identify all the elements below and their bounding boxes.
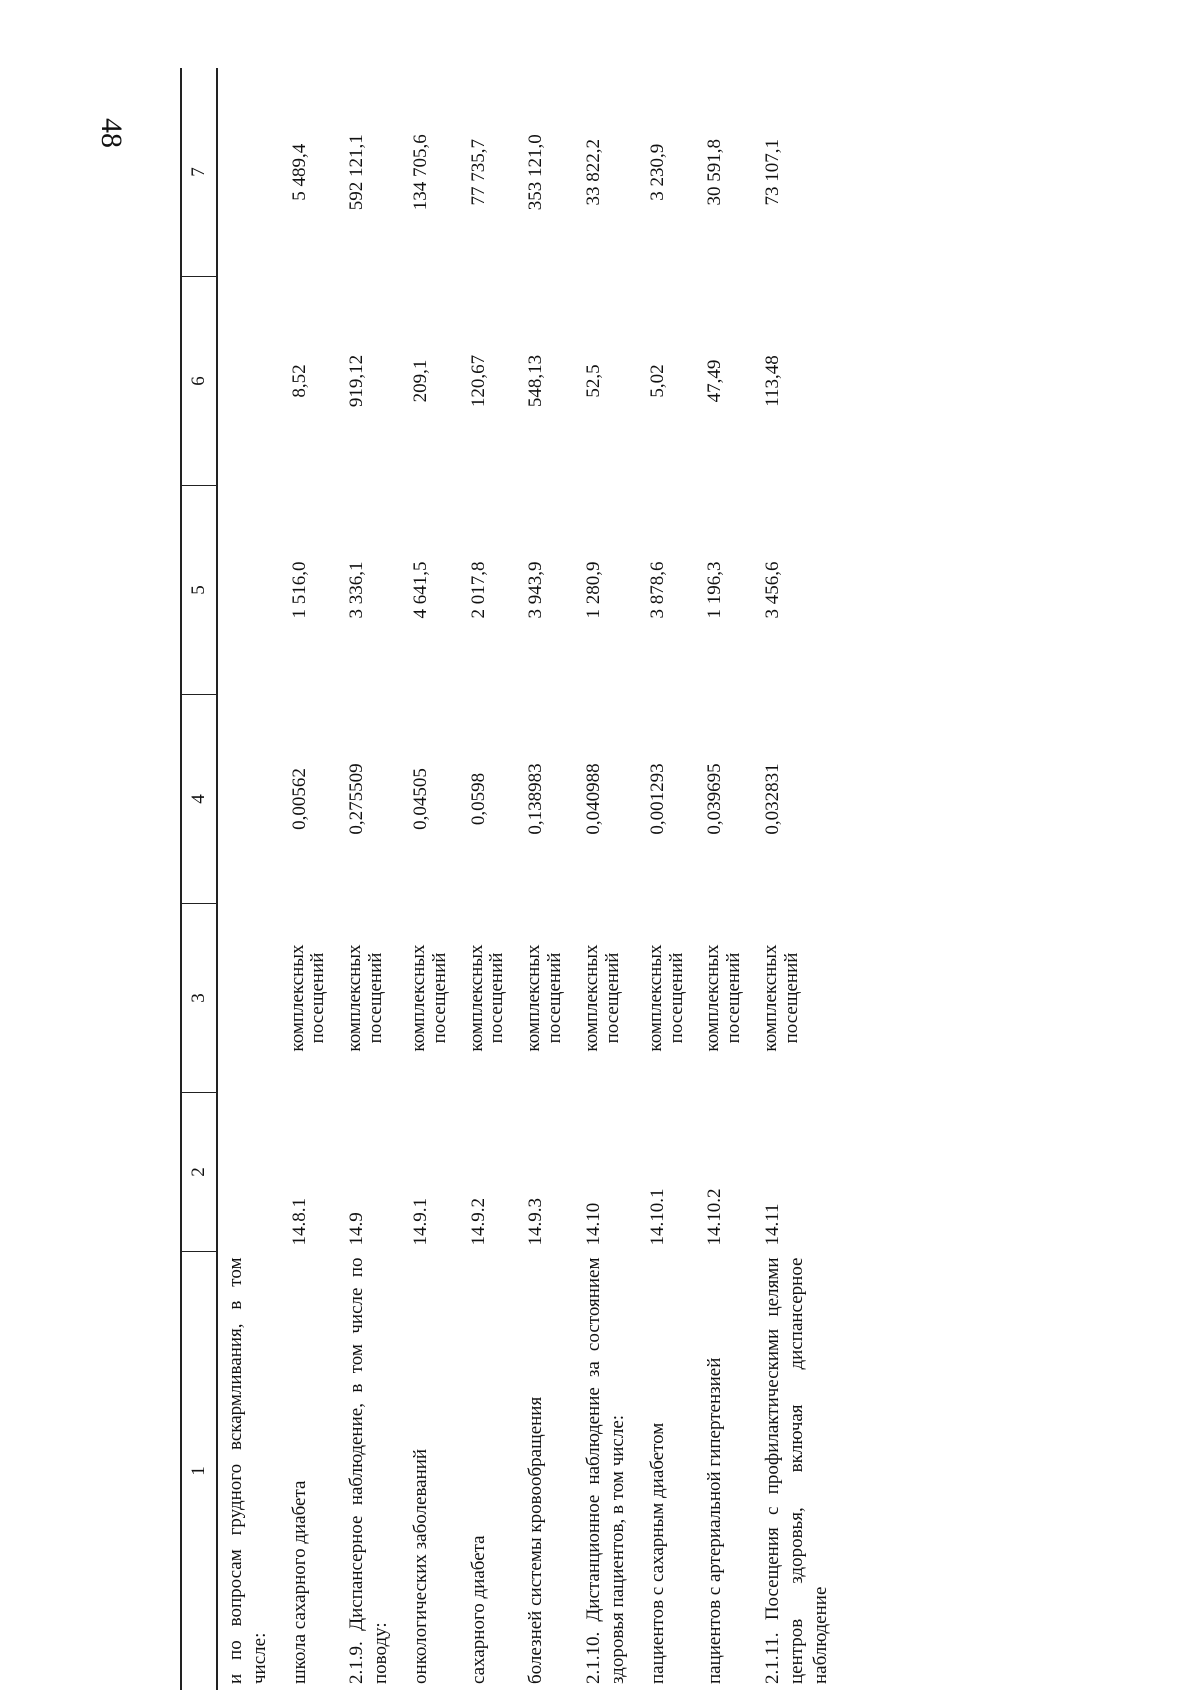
row-code-cell: 14.10 bbox=[583, 1202, 605, 1246]
row-code-cell bbox=[217, 1093, 282, 1252]
row-name-cell: сахарного диабета bbox=[467, 1535, 489, 1684]
row-code-cell: 14.9.2 bbox=[467, 1198, 489, 1246]
row-unit-cell: комплексных посещений bbox=[286, 944, 329, 1052]
column-header-5: 5 bbox=[181, 486, 217, 695]
row-unit-cell: комплексных посещений bbox=[760, 944, 803, 1052]
row-value-col7: 353 121,0 bbox=[525, 134, 547, 211]
row-unit-cell: комплексных посещений bbox=[523, 944, 566, 1052]
row-code-cell: 14.9.3 bbox=[525, 1198, 547, 1246]
table-row bbox=[518, 68, 576, 1690]
row-unit-cell: комплексных посещений bbox=[344, 944, 387, 1052]
row-value-col6 bbox=[217, 277, 282, 486]
row-unit-cell: комплексных посещений bbox=[407, 944, 450, 1052]
row-value-col5: 3 943,9 bbox=[525, 561, 547, 619]
row-value-col7 bbox=[217, 68, 282, 277]
row-name-cell: и по вопросам грудного вскармливания, в том числе: bbox=[225, 1257, 270, 1684]
row-value-col4: 0,032831 bbox=[762, 763, 784, 835]
row-value-col6: 5,02 bbox=[646, 364, 668, 398]
row-value-col5: 4 641,5 bbox=[409, 561, 431, 619]
row-code-cell: 14.8.1 bbox=[288, 1198, 310, 1246]
column-header-1: 1 bbox=[181, 1252, 217, 1691]
row-value-col6: 8,52 bbox=[288, 364, 310, 398]
row-unit-cell bbox=[217, 904, 282, 1093]
row-value-col7: 3 230,9 bbox=[646, 143, 668, 201]
row-value-col4: 0,275509 bbox=[346, 763, 368, 835]
row-value-col5: 1 280,9 bbox=[583, 561, 605, 619]
page-number: 48 bbox=[95, 118, 128, 148]
row-value-col6: 52,5 bbox=[583, 364, 605, 398]
row-name-cell: онкологических заболеваний bbox=[409, 1448, 431, 1684]
row-value-col4: 0,04505 bbox=[409, 768, 431, 830]
column-header-6: 6 bbox=[181, 277, 217, 486]
row-value-col6: 113,48 bbox=[762, 355, 784, 407]
row-value-col7: 77 735,7 bbox=[467, 139, 489, 206]
table-row bbox=[697, 68, 755, 1690]
row-value-col6: 548,13 bbox=[525, 354, 547, 408]
row-name-cell: 2.1.11. Посещения с профилактическими целями центров здоровья, включая диспансерное наблюдение bbox=[762, 1257, 831, 1684]
column-header-4: 4 bbox=[181, 695, 217, 904]
row-name-cell: 2.1.9. Диспансерное наблюдение, в том числе по поводу: bbox=[346, 1257, 392, 1684]
table-container bbox=[180, 130, 940, 1690]
row-value-col5 bbox=[217, 486, 282, 695]
row-value-col6: 47,49 bbox=[704, 359, 726, 403]
table-row bbox=[461, 68, 519, 1690]
table-row bbox=[640, 68, 698, 1690]
row-unit-cell: комплексных посещений bbox=[581, 944, 624, 1052]
row-value-col4: 0,040988 bbox=[583, 763, 605, 835]
column-header-3: 3 bbox=[181, 904, 217, 1093]
row-unit-cell: комплексных посещений bbox=[644, 944, 687, 1052]
row-name-cell: 2.1.10. Дистанционное наблюдение за состоянием здоровья пациентов, в том числе: bbox=[583, 1257, 628, 1684]
row-value-col5: 3 456,6 bbox=[762, 561, 784, 619]
row-value-col6: 209,1 bbox=[409, 359, 431, 403]
data-table bbox=[180, 68, 842, 1690]
row-value-col5: 3 878,6 bbox=[646, 561, 668, 619]
table-row bbox=[217, 68, 282, 1690]
table-row bbox=[403, 68, 461, 1690]
column-header-2: 2 bbox=[181, 1093, 217, 1252]
row-value-col7: 30 591,8 bbox=[704, 139, 726, 206]
row-code-cell: 14.10.1 bbox=[646, 1188, 668, 1246]
row-value-col4: 0,138983 bbox=[525, 763, 547, 835]
row-unit-cell: комплексных посещений bbox=[702, 944, 745, 1052]
row-value-col4 bbox=[217, 695, 282, 904]
row-name-cell: школа сахарного диабета bbox=[288, 1480, 310, 1684]
row-name-cell: пациентов с артериальной гипертензией bbox=[704, 1357, 726, 1684]
row-value-col6: 919,12 bbox=[346, 354, 368, 408]
row-code-cell: 14.10.2 bbox=[704, 1188, 726, 1246]
row-value-col4: 0,00562 bbox=[288, 768, 310, 830]
row-value-col7: 5 489,4 bbox=[288, 143, 310, 201]
table-row bbox=[576, 68, 640, 1690]
row-name-cell: болезней системы кровообращения bbox=[525, 1396, 547, 1684]
row-value-col4: 0,039695 bbox=[704, 763, 726, 835]
table-header-row bbox=[181, 68, 217, 1690]
row-value-col7: 134 705,6 bbox=[409, 134, 431, 211]
table-row bbox=[755, 68, 842, 1690]
row-code-cell: 14.11 bbox=[762, 1203, 784, 1246]
table-row bbox=[282, 68, 340, 1690]
row-value-col6: 120,67 bbox=[467, 354, 489, 408]
row-value-col5: 2 017,8 bbox=[467, 561, 489, 619]
row-value-col5: 3 336,1 bbox=[346, 561, 368, 619]
rotated-table-frame bbox=[180, 130, 940, 1690]
table-row bbox=[339, 68, 403, 1690]
row-value-col7: 73 107,1 bbox=[762, 139, 784, 206]
row-value-col7: 592 121,1 bbox=[346, 134, 368, 211]
row-value-col5: 1 196,3 bbox=[704, 561, 726, 619]
row-value-col5: 1 516,0 bbox=[288, 561, 310, 619]
column-header-7: 7 bbox=[181, 68, 217, 277]
table-body bbox=[217, 68, 842, 1690]
row-name-cell: пациентов с сахарным диабетом bbox=[646, 1422, 668, 1684]
row-value-col4: 0,0598 bbox=[467, 772, 489, 826]
row-value-col7: 33 822,2 bbox=[583, 139, 605, 206]
row-code-cell: 14.9.1 bbox=[409, 1198, 431, 1246]
row-unit-cell: комплексных посещений bbox=[465, 944, 508, 1052]
row-code-cell: 14.9 bbox=[346, 1212, 368, 1246]
row-value-col4: 0,001293 bbox=[646, 763, 668, 835]
